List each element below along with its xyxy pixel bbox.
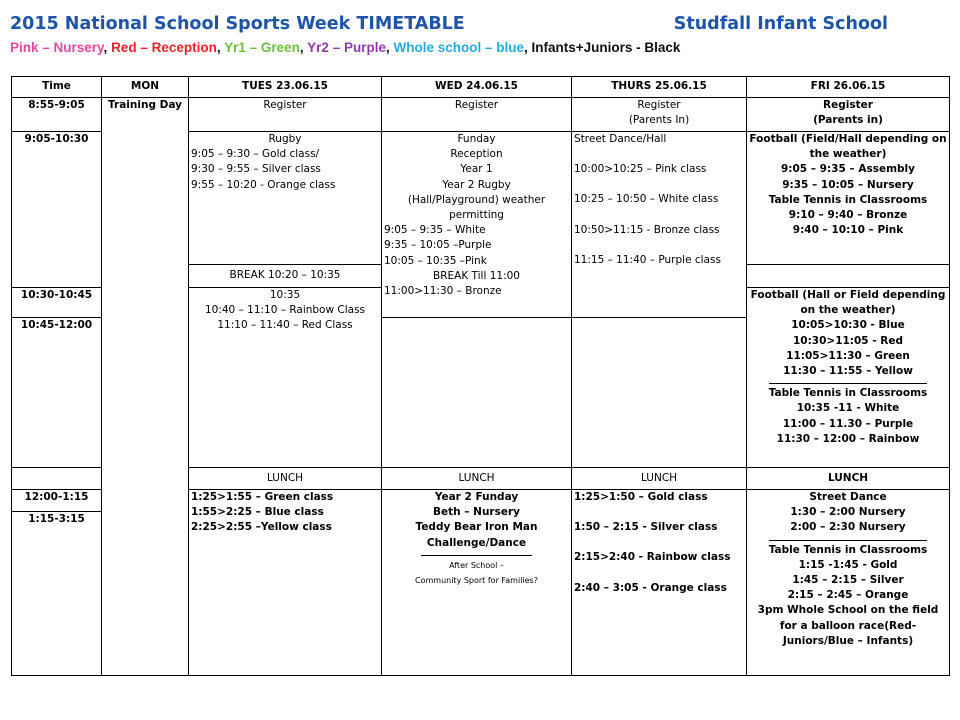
page-title — [10, 12, 950, 38]
tue-register: Register — [189, 98, 382, 132]
thu-morning-spacer — [574, 177, 744, 192]
wed-afternoon-line: Teddy Bear Iron Man Challenge/Dance — [415, 521, 538, 549]
legend-reception: Red – Reception — [111, 40, 217, 55]
fri-morning — [747, 132, 950, 265]
fri-late-morning — [747, 288, 950, 468]
wed-lunch: LUNCH — [382, 468, 572, 490]
timetable — [11, 76, 950, 676]
header-mon: MON — [102, 77, 189, 98]
tue-rugby-line: 9:30 – 9:55 – Silver class — [191, 163, 321, 176]
timetable-title: 2015 National School Sports Week TIMETABLE — [10, 14, 465, 34]
thu-afternoon-line: 2:15>2:40 - Rainbow class — [574, 551, 731, 564]
tue-afternoon-line: 1:25>1:55 – Green class — [191, 491, 334, 503]
tue-rugby — [189, 132, 382, 265]
time-cell: 9:05-10:30 — [12, 132, 102, 288]
thu-afternoon — [572, 490, 747, 676]
tue-rugby-line: Rugby — [268, 133, 302, 145]
fri-late-tt-line: Table Tennis in Classrooms — [768, 387, 928, 400]
thu-afternoon-line: 2:40 – 3:05 - Orange class — [574, 581, 727, 594]
divider — [769, 383, 927, 384]
tue-break: BREAK 10:20 – 10:35 — [189, 265, 382, 288]
fri-late-line: 10:05>10:30 - Blue — [791, 319, 905, 332]
fri-afternoon-tt-line: 1:15 -1:45 - Gold — [798, 558, 898, 571]
wed-funday-line: Year 1 — [460, 163, 493, 176]
thu-afternoon-line: 1:25>1:50 – Gold class — [574, 491, 708, 503]
wed-funday-line: 10:05 – 10:35 –Pink — [384, 254, 487, 267]
header-wed: WED 24.06.15 — [382, 77, 572, 98]
wed-funday — [382, 132, 572, 318]
header-time: Time — [12, 77, 102, 98]
after-school-line: Community Sport for Families? — [415, 575, 538, 585]
tue-rugby-line: 9:55 – 10:20 - Orange class — [191, 178, 336, 191]
thu-register-line: Register — [637, 99, 681, 111]
time-cell-empty — [12, 468, 102, 490]
thu-morning-line: Street Dance/Hall — [574, 133, 667, 145]
fri-register-line: Register — [823, 99, 873, 111]
thu-morning-line: 10:50>11:15 - Bronze class — [574, 223, 720, 236]
wed-afternoon-line: Year 2 Funday — [434, 491, 519, 503]
thu-morning — [572, 132, 747, 318]
fri-break-empty — [747, 265, 950, 288]
fri-register — [747, 98, 950, 132]
fri-late-tt-line: 10:35 -11 - White — [796, 402, 900, 415]
wed-funday-line: (Hall/Playground) weather permitting — [407, 193, 546, 222]
fri-lunch: LUNCH — [747, 468, 950, 490]
thu-afternoon-spacer — [574, 566, 744, 581]
legend-whole-school: Whole school – blue — [393, 40, 524, 55]
fri-morning-line: 9:05 – 9:35 – Assembly — [780, 163, 915, 176]
thu-register — [572, 98, 747, 132]
fri-afternoon-line: 1:30 – 2:00 Nursery — [790, 506, 906, 519]
thu-lunch: LUNCH — [572, 468, 747, 490]
thu-morning-line: 11:15 – 11:40 – Purple class — [574, 253, 721, 266]
tue-lunch: LUNCH — [189, 468, 382, 490]
thu-morning-spacer — [574, 238, 744, 253]
fri-morning-line: Football (Field/Hall depending on the weather) — [749, 133, 947, 161]
legend-sep: , — [385, 40, 394, 55]
time-cell: 8:55-9:05 — [12, 98, 102, 132]
tue-late-line: 10:35 — [269, 289, 301, 301]
after-school-line: After School – — [449, 560, 504, 570]
wed-funday-line: 9:05 – 9:35 – White — [384, 224, 486, 237]
fri-afternoon-tt-line: Table Tennis in Classrooms — [768, 543, 928, 556]
thu-afternoon-spacer — [574, 505, 744, 520]
fri-morning-line: Table Tennis in Classrooms — [768, 193, 928, 206]
fri-morning-line: 9:40 – 10:10 – Pink — [792, 224, 904, 237]
school-name: Studfall Infant School — [673, 14, 888, 34]
time-cell: 10:45-12:00 — [12, 318, 102, 468]
wed-late-empty — [382, 318, 572, 468]
header-fri: FRI 26.06.15 — [747, 77, 950, 98]
time-cell: 12:00-1:15 — [12, 490, 102, 512]
legend-sep: , — [524, 40, 532, 55]
legend-sep: , — [299, 40, 308, 55]
tue-afternoon-line: 2:25>2:55 –Yellow class — [191, 521, 332, 534]
wed-afternoon-line: Beth – Nursery — [432, 506, 520, 519]
header-tue: TUES 23.06.15 — [189, 77, 382, 98]
divider — [421, 555, 532, 556]
header-row — [12, 77, 950, 98]
tue-afternoon — [189, 490, 382, 676]
fri-afternoon-tt-line: 2:15 – 2:45 – Orange — [787, 589, 909, 602]
legend-sep: , — [103, 40, 112, 55]
fri-late-line: Football (Hall or Field depending on the weather) — [750, 289, 946, 317]
legend-yr2: Yr2 – Purple — [307, 40, 386, 55]
thu-afternoon-line: 1:50 – 2:15 - Silver class — [574, 521, 718, 534]
tue-late-line: 10:40 – 11:10 – Rainbow Class — [204, 304, 366, 317]
wed-register: Register — [382, 98, 572, 132]
tue-afternoon-line: 1:55>2:25 – Blue class — [191, 506, 324, 519]
fri-late-line: 10:30>11:05 - Red — [792, 334, 904, 347]
time-cell: 1:15-3:15 — [12, 512, 102, 676]
wed-afternoon — [382, 490, 572, 676]
legend-infants-juniors: Infants+Juniors - Black — [531, 40, 681, 55]
colour-legend — [10, 40, 950, 55]
fri-late-line: 11:30 – 11:55 – Yellow — [783, 365, 913, 378]
thu-morning-line: 10:00>10:25 – Pink class — [574, 163, 707, 176]
table-row — [12, 98, 950, 132]
tue-rugby-line: 9:05 – 9:30 – Gold class/ — [191, 148, 320, 161]
fri-late-tt-line: 11:00 – 11.30 – Purple — [782, 417, 914, 430]
legend-yr1: Yr1 – Green — [224, 40, 300, 55]
header-thu: THURS 25.06.15 — [572, 77, 747, 98]
divider — [769, 540, 927, 541]
fri-morning-line: 9:35 – 10:05 – Nursery — [782, 178, 914, 191]
fri-afternoon-tt-line: 3pm Whole School on the field for a balloon race(Red-Juniors/Blue – Infants) — [757, 604, 939, 647]
wed-funday-line: 11:00>11:30 – Bronze — [384, 285, 502, 298]
legend-nursery: Pink – Nursery — [10, 40, 104, 55]
thu-morning-spacer — [574, 208, 744, 223]
fri-late-tt-line: 11:30 – 12:00 – Rainbow — [776, 432, 920, 445]
thu-morning-spacer — [574, 147, 744, 162]
fri-afternoon-line: 2:00 – 2:30 Nursery — [790, 521, 906, 534]
fri-afternoon-line: Street Dance — [809, 491, 887, 503]
legend-sep: , — [216, 40, 225, 55]
thu-morning-line: 10:25 – 10:50 – White class — [574, 193, 719, 206]
wed-funday-line: Funday — [457, 133, 496, 145]
thu-register-line: (Parents In) — [628, 114, 690, 127]
fri-morning-line: 9:10 – 9:40 – Bronze — [788, 209, 908, 222]
fri-late-line: 11:05>11:30 – Green — [786, 349, 910, 362]
fri-register-line: (Parents in) — [813, 114, 883, 127]
time-cell: 10:30-10:45 — [12, 288, 102, 318]
tue-late-line: 11:10 – 11:40 – Red Class — [217, 319, 353, 332]
wed-funday-line: Year 2 Rugby — [442, 178, 511, 191]
wed-funday-line: BREAK Till 11:00 — [433, 269, 520, 282]
wed-funday-line: Reception — [450, 148, 503, 161]
thu-afternoon-spacer — [574, 535, 744, 550]
mon-training-day: Training Day — [102, 98, 189, 676]
thu-late-empty — [572, 318, 747, 468]
wed-funday-line: 9:35 – 10:05 –Purple — [384, 239, 492, 252]
fri-afternoon-tt-line: 1:45 – 2:15 – Silver — [792, 574, 904, 587]
fri-afternoon — [747, 490, 950, 676]
tue-late-morning — [189, 288, 382, 468]
